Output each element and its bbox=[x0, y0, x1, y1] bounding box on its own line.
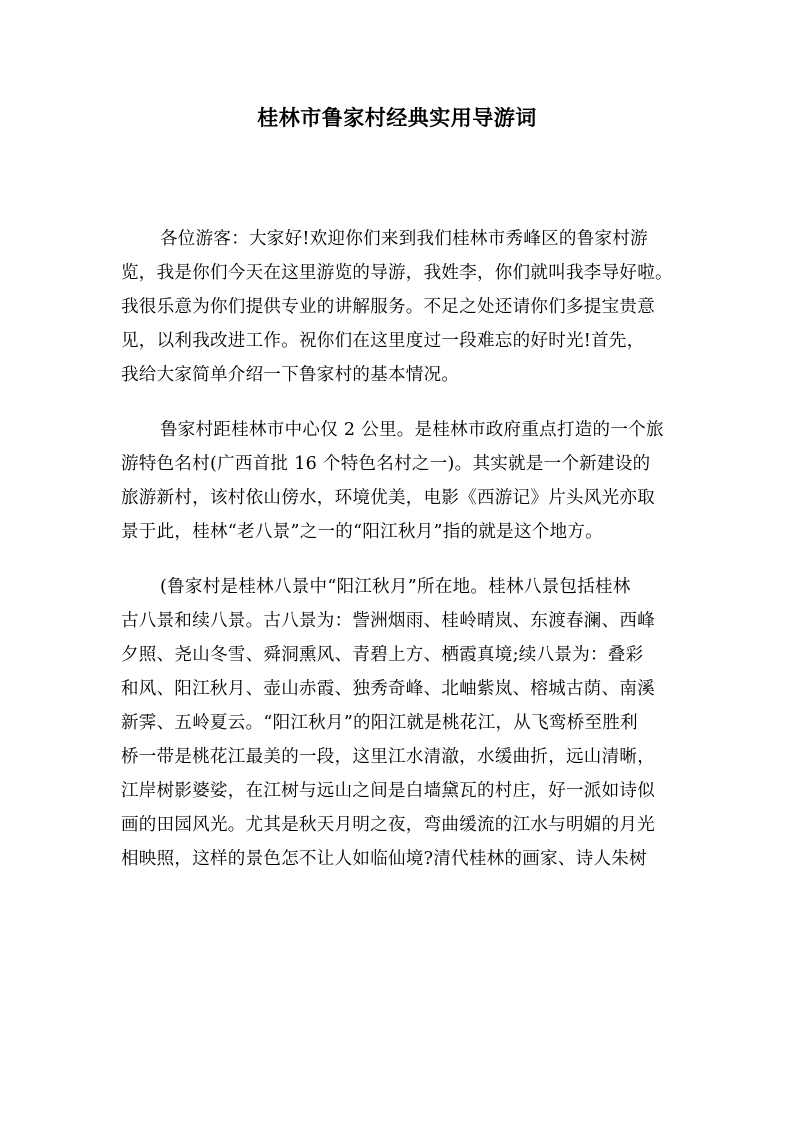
text-line: 见，以利我改进工作。祝你们在这里度过一段难忘的好时光!首先， bbox=[121, 331, 645, 351]
text-line: 和风、阳江秋月、壶山赤霞、独秀奇峰、北岫紫岚、榕城古荫、南溪 bbox=[121, 679, 655, 699]
document-title: 桂林市鲁家村经典实用导游词 bbox=[257, 106, 537, 130]
paragraph-eight-scenes bbox=[121, 570, 677, 876]
text-line: 江岸树影婆娑，在江树与远山之间是白墙黛瓦的村庄，好一派如诗似 bbox=[121, 781, 655, 801]
text-line: 相映照，这样的景色怎不让人如临仙境?清代桂林的画家、诗人朱树 bbox=[121, 849, 647, 869]
text-line: 新霁、五岭夏云。“阳江秋月”的阳江就是桃花江，从飞鸾桥至胜利 bbox=[121, 713, 638, 733]
text-line: 夕照、尧山冬雪、舜洞熏风、青碧上方、栖霞真境;续八景为：叠彩 bbox=[121, 645, 644, 665]
paragraph-spacer bbox=[121, 549, 677, 570]
document-body bbox=[121, 222, 677, 876]
text-line: 景于此，桂林“老八景”之一的“阳江秋月”指的就是这个地方。 bbox=[121, 522, 603, 542]
text-line: 我很乐意为你们提供专业的讲解服务。不足之处还请你们多提宝贵意 bbox=[121, 297, 655, 317]
text-line: 古八景和续八景。古八景为：訾洲烟雨、桂岭晴岚、东渡春澜、西峰 bbox=[121, 611, 655, 631]
paragraph-spacer bbox=[121, 392, 677, 413]
text-line: 我给大家简单介绍一下鲁家村的基本情况。 bbox=[121, 365, 460, 385]
text-line: 游特色名村(广西首批 16 个特色名村之一)。其实就是一个新建设的 bbox=[121, 454, 651, 474]
text-line: 桥一带是桃花江最美的一段，这里江水清澈，水缓曲折，远山清晰， bbox=[121, 747, 655, 767]
text-line: 鲁家村距桂林市中心仅 2 公里。是桂林市政府重点打造的一个旅 bbox=[160, 420, 664, 440]
text-line: (鲁家村是桂林八景中“阳江秋月”所在地。桂林八景包括桂林 bbox=[160, 577, 631, 597]
text-line: 画的田园风光。尤其是秋天月明之夜，弯曲缓流的江水与明媚的月光 bbox=[121, 815, 655, 835]
text-line: 览，我是你们今天在这里游览的导游，我姓李，你们就叫我李导好啦。 bbox=[121, 263, 673, 283]
paragraph-village-intro bbox=[121, 413, 677, 549]
text-line: 各位游客：大家好!欢迎你们来到我们桂林市秀峰区的鲁家村游 bbox=[160, 229, 648, 249]
text-line: 旅游新村，该村依山傍水，环境优美，电影《西游记》片头风光亦取 bbox=[121, 488, 655, 508]
paragraph-greeting bbox=[121, 222, 677, 392]
